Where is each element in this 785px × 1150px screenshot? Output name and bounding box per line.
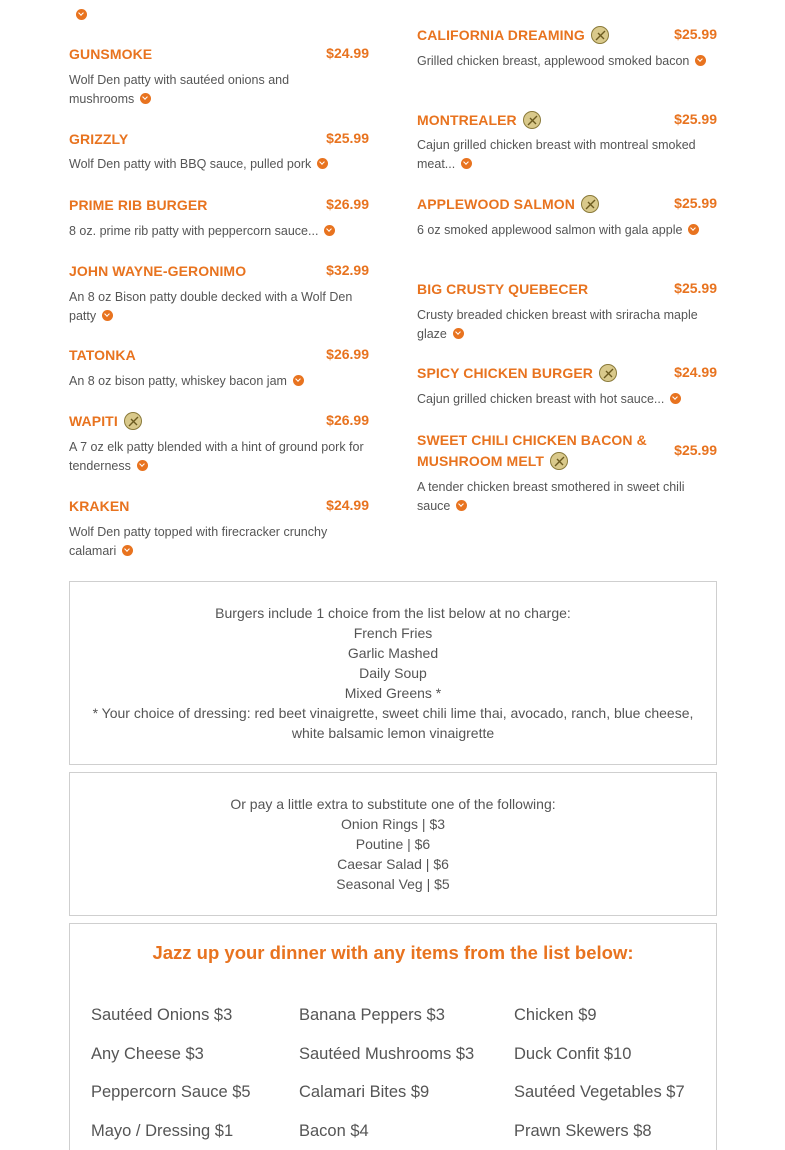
menu-item-name: JOHN WAYNE-GERONIMO <box>69 263 247 279</box>
menu-item-desc: Wolf Den patty with BBQ sauce, pulled pork <box>69 155 369 174</box>
wolf-den-badge-icon <box>124 412 142 430</box>
menu-item <box>69 195 369 245</box>
menu-item-name: CALIFORNIA DREAMING <box>417 25 609 46</box>
side-option: French Fries <box>353 625 433 641</box>
menu-item-name: SWEET CHILI CHICKEN BACON & MUSHROOM MELT <box>417 432 647 469</box>
menu-item <box>69 129 369 179</box>
menu-item-price: $26.99 <box>326 196 369 212</box>
chevron-down-icon[interactable] <box>670 393 681 404</box>
menu-item-desc: Crusty breaded chicken breast with sriracha maple glaze <box>417 308 698 341</box>
menu-item-name: GUNSMOKE <box>69 46 153 62</box>
wolf-den-badge-icon <box>599 364 617 382</box>
menu-item-price: $25.99 <box>674 195 717 211</box>
menu-item-name: APPLEWOOD SALMON <box>417 194 599 215</box>
chevron-down-icon[interactable] <box>324 225 335 236</box>
menu-item-price: $25.99 <box>674 442 717 458</box>
menu-item-name: BIG CRUSTY QUEBECER <box>417 281 589 297</box>
wolf-den-badge-icon <box>523 111 541 129</box>
menu-item <box>417 279 717 349</box>
extra-item: Calamari Bites $9 <box>299 1083 430 1101</box>
extra-item: Duck Confit $10 <box>514 1045 632 1063</box>
menu-item-price: $24.99 <box>326 497 369 513</box>
menu-item-name: PRIME RIB BURGER <box>69 197 208 213</box>
chevron-down-icon[interactable] <box>122 545 133 556</box>
extra-item: Peppercorn Sauce $5 <box>91 1083 251 1101</box>
side-option: Daily Soup <box>359 665 427 681</box>
menu-item <box>69 345 369 395</box>
menu-item-desc: Cajun grilled chicken breast with hot sauce... <box>417 390 717 409</box>
substitute-option: Caesar Salad | $6 <box>337 856 449 872</box>
substitute-option: Seasonal Veg | $5 <box>336 876 450 892</box>
menu-item-name: SPICY CHICKEN BURGER <box>417 363 617 384</box>
extra-item: Chicken $9 <box>514 1006 597 1024</box>
dressing-note: * Your choice of dressing: red beet vinaigrette, sweet chili lime thai, avocado, ranch, blue cheese, white balsamic lemon vinaigrette <box>92 705 694 741</box>
menu-item <box>69 496 369 566</box>
menu-item-name: MONTREALER <box>417 110 541 131</box>
menu-item-desc: A 7 oz elk patty blended with a hint of ground pork for tenderness <box>69 440 364 473</box>
menu-item <box>69 261 369 331</box>
menu-item <box>417 430 717 520</box>
menu-item-price: $26.99 <box>326 412 369 428</box>
menu-item <box>417 194 717 264</box>
menu-item-desc: A tender chicken breast smothered in sweet chili sauce <box>417 480 685 513</box>
extra-item: Bacon $4 <box>299 1122 369 1140</box>
chevron-down-icon[interactable] <box>293 375 304 386</box>
menu-item-price: $25.99 <box>326 130 369 146</box>
extra-item: Prawn Skewers $8 <box>514 1122 652 1140</box>
menu-item-desc: Grilled chicken breast, applewood smoked bacon <box>417 52 717 71</box>
chevron-down-icon[interactable] <box>688 224 699 235</box>
menu-item-desc: An 8 oz bison patty, whiskey bacon jam <box>69 372 369 391</box>
menu-item-price: $25.99 <box>674 26 717 42</box>
menu-item-price: $24.99 <box>326 45 369 61</box>
menu-item-desc: 6 oz smoked applewood salmon with gala apple <box>417 221 717 240</box>
extra-item: Sautéed Mushrooms $3 <box>299 1045 475 1063</box>
extras-box <box>69 923 717 1150</box>
chevron-down-icon[interactable] <box>461 158 472 169</box>
chevron-down-icon[interactable] <box>137 460 148 471</box>
menu-item <box>417 25 717 95</box>
extra-item: Any Cheese $3 <box>91 1045 204 1063</box>
extra-item: Sautéed Vegetables $7 <box>514 1083 685 1101</box>
wolf-den-badge-icon <box>550 452 568 470</box>
menu-item-price: $25.99 <box>674 280 717 296</box>
menu-item-desc: Wolf Den patty with sautéed onions and mushrooms <box>69 73 290 106</box>
chevron-down-icon[interactable] <box>140 93 151 104</box>
chevron-down-icon[interactable] <box>453 328 464 339</box>
chevron-down-icon[interactable] <box>456 500 467 511</box>
side-option: Garlic Mashed <box>347 645 439 661</box>
sides-intro: Burgers include 1 choice from the list below at no charge: <box>215 605 571 621</box>
chevron-down-icon[interactable] <box>695 55 706 66</box>
menu-item <box>417 363 717 413</box>
substitute-option: Poutine | $6 <box>355 836 431 852</box>
menu-item <box>69 44 369 114</box>
substitute-intro: Or pay a little extra to substitute one of the following: <box>230 796 556 812</box>
chevron-down-icon[interactable] <box>76 9 87 20</box>
menu-item-desc: 8 oz. prime rib patty with peppercorn sauce... <box>69 222 369 241</box>
menu-item-name: GRIZZLY <box>69 131 129 147</box>
menu-item-price: $24.99 <box>674 364 717 380</box>
side-option: Mixed Greens * <box>344 685 442 701</box>
substitute-box <box>69 772 717 916</box>
menu-item-desc: Wolf Den patty topped with firecracker crunchy calamari <box>69 525 328 558</box>
substitute-option: Onion Rings | $3 <box>340 816 446 832</box>
menu-item-desc: Cajun grilled chicken breast with montreal smoked meat... <box>417 138 696 171</box>
menu-item-price: $26.99 <box>326 346 369 362</box>
wolf-den-badge-icon <box>591 26 609 44</box>
menu-item-name: WAPITI <box>69 411 142 432</box>
menu-item-desc: An 8 oz Bison patty double decked with a Wolf Den patty <box>69 290 353 323</box>
menu-item-price: $32.99 <box>326 262 369 278</box>
menu-item-price: $25.99 <box>674 111 717 127</box>
extra-item: Sautéed Onions $3 <box>91 1006 233 1024</box>
extra-item: Mayo / Dressing $1 <box>91 1122 234 1140</box>
menu-item-name: KRAKEN <box>69 498 130 514</box>
menu-item <box>417 110 717 180</box>
included-sides-box <box>69 581 717 765</box>
extras-title: Jazz up your dinner with any items from the list below: <box>152 942 634 963</box>
menu-item-name: TATONKA <box>69 347 136 363</box>
chevron-down-icon[interactable] <box>102 310 113 321</box>
chevron-down-icon[interactable] <box>317 158 328 169</box>
wolf-den-badge-icon <box>581 195 599 213</box>
extra-item: Banana Peppers $3 <box>299 1006 445 1024</box>
menu-item <box>69 411 369 481</box>
